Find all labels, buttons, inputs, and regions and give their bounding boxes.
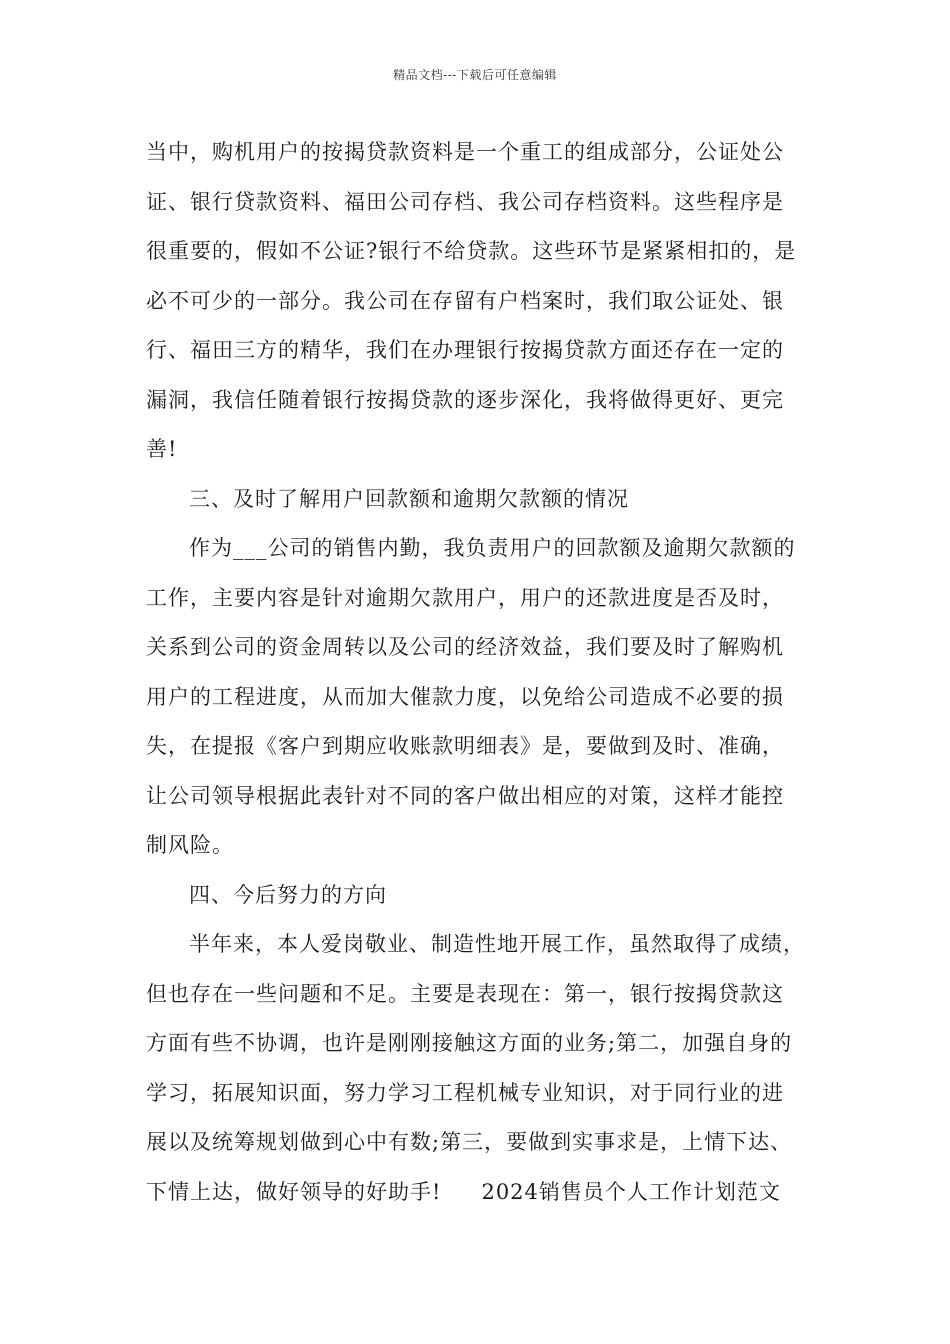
paragraph-line: 失，在提报《客户到期应收账款明细表》是，要做到及时、准确， xyxy=(146,734,784,758)
paragraph-line: 让公司领导根据此表针对不同的客户做出相应的对策，这样才能控 xyxy=(146,783,784,808)
paragraph-line: 善! xyxy=(146,437,178,461)
page-header: 精品文档---下载后可任意编辑 xyxy=(393,68,557,82)
paragraph-line: 制风险。 xyxy=(146,833,234,857)
paragraph-line: 行、福田三方的精华，我们在办理银行按揭贷款方面还存在一定的 xyxy=(146,338,784,362)
paragraph-line: 证、银行贷款资料、福田公司存档、我公司存档资料。这些程序是 xyxy=(146,189,784,214)
section-heading: 四、今后努力的方向 xyxy=(189,882,387,907)
document-body xyxy=(146,128,836,1217)
paragraph-line: 关系到公司的资金周转以及公司的经济效益，我们要及时了解购机 xyxy=(146,635,784,659)
paragraph-line: 漏洞，我信任随着银行按揭贷款的逐步深化，我将做得更好、更完 xyxy=(146,387,784,412)
paragraph-line: 用户的工程进度，从而加大催款力度，以免给公司造成不必要的损 xyxy=(146,684,784,709)
paragraph-line: 方面有些不协调，也许是刚刚接触这方面的业务;第二，加强自身的 xyxy=(146,1031,793,1055)
section-heading: 三、及时了解用户回款额和逾期欠款额的情况 xyxy=(189,486,629,511)
paragraph-line: 学习，拓展知识面，努力学习工程机械专业知识，对于同行业的进 xyxy=(146,1080,784,1105)
paragraph-line-last xyxy=(146,1168,836,1218)
paragraph-line: 展以及统筹规划做到心中有数;第三，要做到实事求是，上情下达、 xyxy=(146,1130,793,1154)
paragraph-line: 工作，主要内容是针对逾期欠款用户，用户的还款进度是否及时， xyxy=(146,585,784,610)
paragraph-line: 很重要的，假如不公证?银行不给贷款。这些环节是紧紧相扣的，是 xyxy=(146,239,797,263)
paragraph-line-text: 下情上达，做好领导的好助手! xyxy=(146,1179,442,1204)
paragraph-line: 但也存在一些问题和不足。主要是表现在：第一，银行按揭贷款这 xyxy=(146,981,784,1006)
next-document-title: 2024销售员个人工作计划范文 xyxy=(481,1179,781,1204)
paragraph-line: 半年来，本人爱岗敬业、制造性地开展工作，虽然取得了成绩， xyxy=(189,932,805,956)
paragraph-line: 作为___公司的销售内勤，我负责用户的回款额及逾期欠款额的 xyxy=(189,536,796,560)
paragraph-line: 必不可少的一部分。我公司在存留有户档案时，我们取公证处、银 xyxy=(146,288,784,313)
paragraph-line: 当中，购机用户的按揭贷款资料是一个重工的组成部分，公证处公 xyxy=(146,140,784,164)
